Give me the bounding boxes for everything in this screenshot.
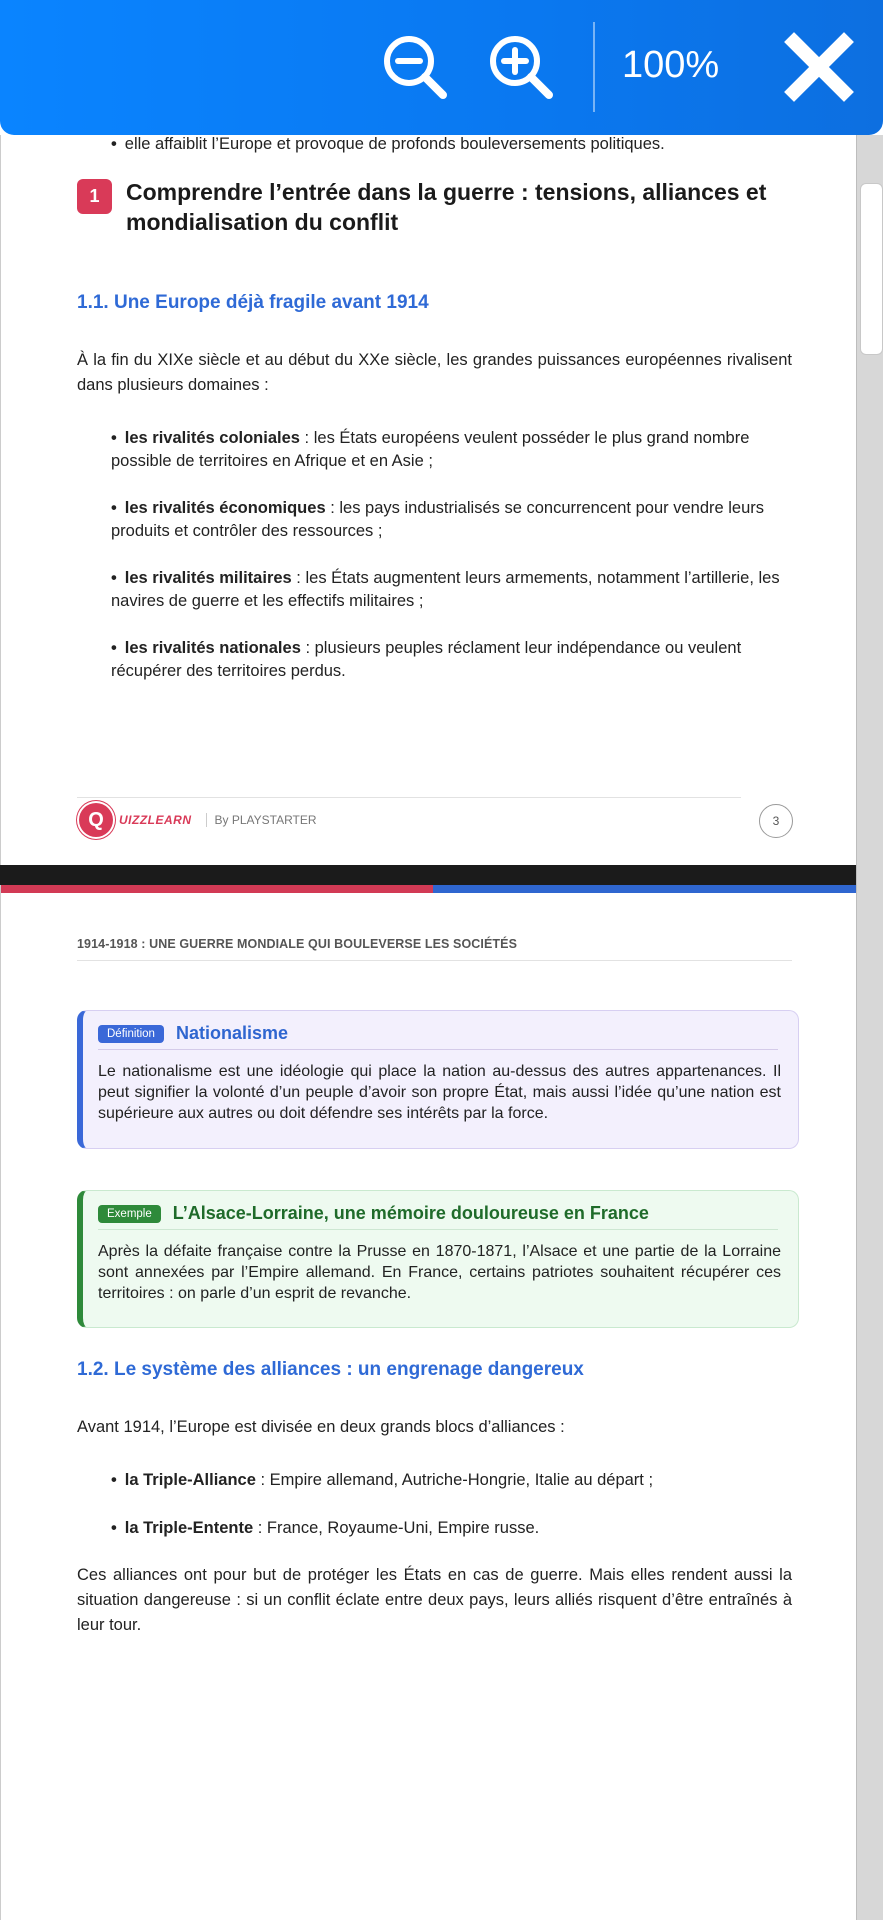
document-page-4 <box>0 885 857 1920</box>
list-item: • les rivalités économiques : les pays industrialisés se concurrencent pour vendre leurs produits et contrôler des ressources ; <box>111 499 765 540</box>
definition-tag: Définition <box>98 1025 164 1043</box>
logo-wordmark: UIZZLEARN <box>119 813 192 827</box>
vertical-scrollbar[interactable] <box>856 135 883 1920</box>
close-icon <box>784 32 854 102</box>
toolbar-separator <box>593 22 595 112</box>
page-gap <box>0 865 856 885</box>
publisher-credit: By PLAYSTARTER <box>206 813 317 827</box>
page-top-stripe <box>1 885 857 893</box>
page-number: 3 <box>759 804 793 838</box>
intro-paragraph: À la fin du XIXe siècle et au début du XXe siècle, les grandes puissances européennes rivalisent dans plusieurs domaines : <box>77 351 792 394</box>
example-title: L’Alsace-Lorraine, une mémoire douloureuse en France <box>172 1203 649 1223</box>
intro-paragraph: Avant 1914, l’Europe est divisée en deux grands blocs d’alliances : <box>77 1418 565 1436</box>
example-body: Après la défaite française contre la Prusse en 1870-1871, l’Alsace et une partie de la Lorraine sont annexées par l’Empire allemand. En France, certains patriotes souhaitent récupérer ces territoires : on parle d’un esprit de revanche. <box>98 1243 781 1302</box>
close-button[interactable] <box>780 28 858 106</box>
conclusion-paragraph: Ces alliances ont pour but de protéger les États en cas de guerre. Mais elles rendent aussi la situation dangereuse : si un conflit éclate entre deux pays, leurs alliés risquent d’être entraînés à leur tour. <box>77 1566 792 1634</box>
subsection-title: 1.2. Le système des alliances : un engrenage dangereux <box>77 1359 584 1380</box>
subsection-title: 1.1. Une Europe déjà fragile avant 1914 <box>77 292 429 313</box>
example-tag: Exemple <box>98 1205 161 1223</box>
list-item: • la Triple-Alliance : Empire allemand, Autriche-Hongrie, Italie au départ ; <box>111 1471 654 1489</box>
zoom-in-button[interactable] <box>482 28 560 106</box>
header-divider <box>77 960 792 961</box>
example-box <box>77 1190 799 1328</box>
zoom-out-icon <box>379 31 451 103</box>
section-title: Comprendre l’entrée dans la guerre : tensions, alliances et mondialisation du conflit <box>126 179 767 235</box>
section-heading <box>77 177 797 237</box>
definition-box <box>77 1010 799 1149</box>
running-header: 1914-1918 : UNE GUERRE MONDIALE QUI BOULEVERSE LES SOCIÉTÉS <box>77 937 518 951</box>
section-number-badge: 1 <box>77 179 112 214</box>
quizzlearn-logo <box>79 803 317 837</box>
logo-mark: Q <box>79 803 113 837</box>
zoom-out-button[interactable] <box>376 28 454 106</box>
carryover-bullet: • elle affaiblit l’Europe et provoque de profonds bouleversements politiques. <box>111 135 665 153</box>
zoom-in-icon <box>485 31 557 103</box>
pdf-viewer-toolbar <box>0 0 883 135</box>
footer-divider <box>77 797 741 798</box>
list-item: • la Triple-Entente : France, Royaume-Uni, Empire russe. <box>111 1519 540 1537</box>
scrollbar-thumb[interactable] <box>860 183 883 355</box>
definition-title: Nationalisme <box>175 1023 288 1043</box>
list-item: • les rivalités coloniales : les États européens veulent posséder le plus grand nombre possible de territoires en Afrique et en Asie ; <box>111 429 750 470</box>
list-item: • les rivalités militaires : les États augmentent leurs armements, notamment l’artillerie, les navires de guerre et les effectifs militaires ; <box>111 569 780 610</box>
list-item: • les rivalités nationales : plusieurs peuples réclament leur indépendance ou veulent récupérer des territoires perdus. <box>111 639 742 680</box>
definition-body: Le nationalisme est une idéologie qui place la nation au-dessus des autres appartenances. Il peut signifier la volonté d’un peuple d’avoir son propre État, mais aussi l’idée qu’une nation est supérieure aux autres ou doit défendre ses intérêts par la force. <box>98 1063 781 1122</box>
zoom-level-label: 100% <box>622 44 720 86</box>
document-page-3 <box>0 135 857 865</box>
